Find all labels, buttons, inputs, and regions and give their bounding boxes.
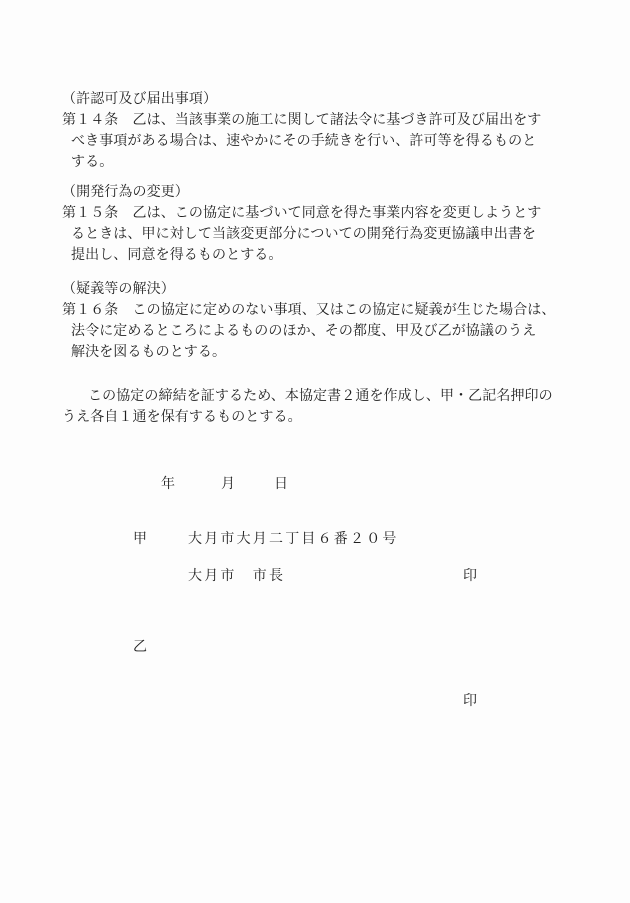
article-16-line-2: 法令に定めるところによるもののほか、その都度、甲及び乙が協議のうえ <box>71 324 537 339</box>
article-16-heading: （疑義等の解決） <box>62 282 175 297</box>
article-16-line-3: 解決を図るものとする。 <box>71 345 227 360</box>
article-15-line-3: 提出し、同意を得るものとする。 <box>71 248 283 263</box>
year-label: 年 <box>161 477 176 492</box>
party-a-label: 甲 <box>133 532 148 547</box>
closing-line-2: うえ各自１通を保有するものとする。 <box>62 410 302 425</box>
party-a-address: 大月市大月二丁目６番２０号 <box>188 532 399 547</box>
party-a-seal-mark: 印 <box>463 569 477 584</box>
day-label: 日 <box>274 477 289 492</box>
article-15-heading: （開発行為の変更） <box>62 185 189 200</box>
closing-line-1: この協定の締結を証するため、本協定書２通を作成し、甲・乙記名押印の <box>88 389 553 404</box>
article-14-line-2: べき事項がある場合は、速やかにその手続きを行い、許可等を得るものと <box>71 134 537 149</box>
article-15-line-1: 第１５条 乙は、この協定に基づいて同意を得た事業内容を変更しようとす <box>62 206 542 221</box>
party-a-name: 大月市 市長 <box>188 569 286 584</box>
month-label: 月 <box>221 477 236 492</box>
party-b-label: 乙 <box>133 640 148 655</box>
article-14-line-1: 第１４条 乙は、当該事業の施工に関して諸法令に基づき許可及び届出をす <box>62 113 542 128</box>
article-14-heading: （許認可及び届出事項） <box>62 92 218 107</box>
article-14-line-3: する。 <box>71 155 114 170</box>
party-b-seal-mark: 印 <box>463 694 477 709</box>
article-15-line-2: るときは、甲に対して当該変更部分についての開発行為変更協議申出書を <box>71 227 537 242</box>
article-16-line-1: 第１６条 この協定に定めのない事項、又はこの協定に疑義が生じた場合は、 <box>62 303 556 318</box>
